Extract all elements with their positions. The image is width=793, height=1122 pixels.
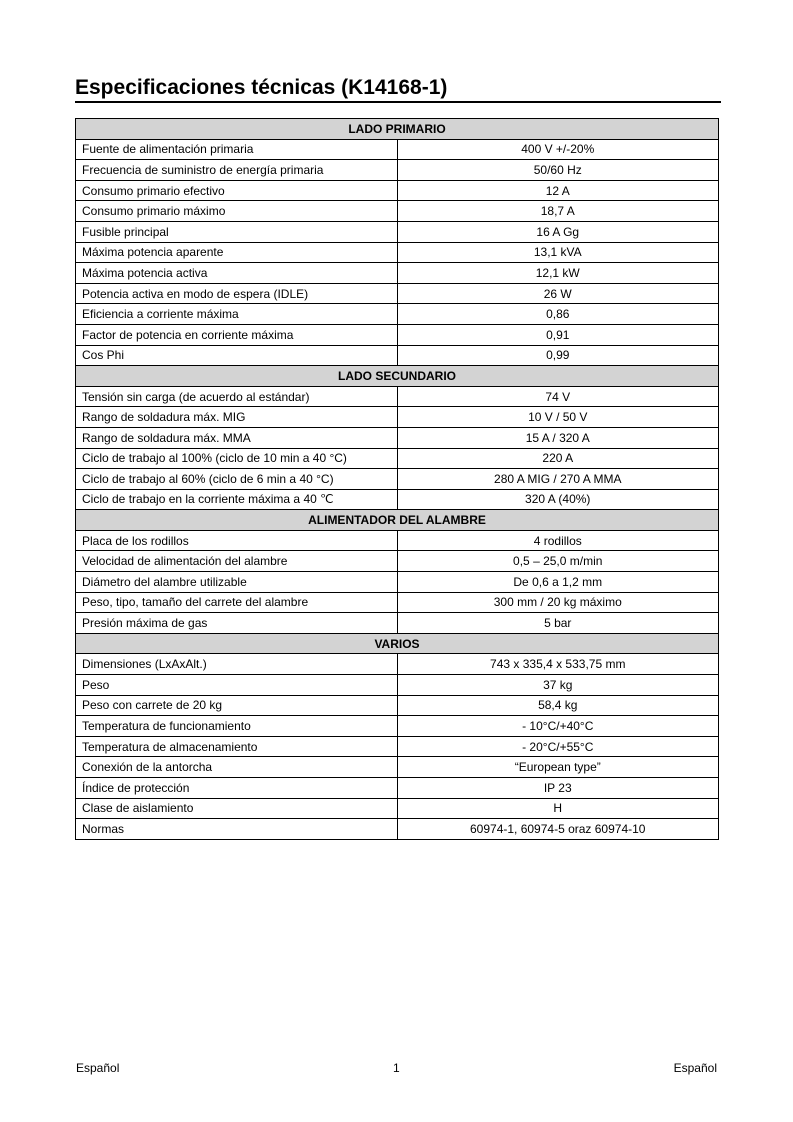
spec-label: Índice de protección	[76, 778, 398, 799]
spec-value: - 20°C/+55°C	[397, 736, 719, 757]
spec-value: 12 A	[397, 180, 719, 201]
spec-value: 50/60 Hz	[397, 160, 719, 181]
table-row	[76, 324, 719, 345]
spec-table-body	[76, 119, 719, 840]
spec-label: Máxima potencia activa	[76, 263, 398, 284]
spec-label: Fusible principal	[76, 221, 398, 242]
table-row	[76, 489, 719, 510]
spec-value: 300 mm / 20 kg máximo	[397, 592, 719, 613]
title-underline	[75, 101, 721, 103]
spec-label: Tensión sin carga (de acuerdo al estándar)	[76, 386, 398, 407]
spec-value: 16 A Gg	[397, 221, 719, 242]
spec-label: Peso con carrete de 20 kg	[76, 695, 398, 716]
table-row	[76, 819, 719, 840]
table-row	[76, 757, 719, 778]
spec-label: Potencia activa en modo de espera (IDLE)	[76, 283, 398, 304]
spec-value: 10 V / 50 V	[397, 407, 719, 428]
spec-label: Frecuencia de suministro de energía primaria	[76, 160, 398, 181]
section-header-row	[76, 633, 719, 654]
spec-label: Consumo primario máximo	[76, 201, 398, 222]
spec-value: 0,5 – 25,0 m/min	[397, 551, 719, 572]
spec-value: 400 V +/-20%	[397, 139, 719, 160]
spec-label: Normas	[76, 819, 398, 840]
table-row	[76, 427, 719, 448]
spec-label: Factor de potencia en corriente máxima	[76, 324, 398, 345]
table-row	[76, 448, 719, 469]
spec-label: Peso, tipo, tamaño del carrete del alambre	[76, 592, 398, 613]
table-row	[76, 654, 719, 675]
spec-value: 18,7 A	[397, 201, 719, 222]
table-row	[76, 695, 719, 716]
spec-label: Temperatura de almacenamiento	[76, 736, 398, 757]
spec-label: Máxima potencia aparente	[76, 242, 398, 263]
table-row	[76, 778, 719, 799]
table-row	[76, 675, 719, 696]
table-row	[76, 530, 719, 551]
spec-label: Temperatura de funcionamiento	[76, 716, 398, 737]
page-title: Especificaciones técnicas (K14168-1)	[75, 76, 448, 99]
spec-value: 0,86	[397, 304, 719, 325]
table-row	[76, 716, 719, 737]
spec-value: 280 A MIG / 270 A MMA	[397, 469, 719, 490]
table-row	[76, 551, 719, 572]
spec-label: Velocidad de alimentación del alambre	[76, 551, 398, 572]
spec-value: IP 23	[397, 778, 719, 799]
spec-label: Consumo primario efectivo	[76, 180, 398, 201]
spec-value: 58,4 kg	[397, 695, 719, 716]
spec-value: 4 rodillos	[397, 530, 719, 551]
table-row	[76, 160, 719, 181]
spec-value: 37 kg	[397, 675, 719, 696]
spec-value: 26 W	[397, 283, 719, 304]
table-row	[76, 139, 719, 160]
spec-value: 74 V	[397, 386, 719, 407]
spec-value: 5 bar	[397, 613, 719, 634]
table-row	[76, 242, 719, 263]
spec-value: De 0,6 a 1,2 mm	[397, 572, 719, 593]
footer-language-right: Español	[673, 1061, 717, 1075]
table-row	[76, 283, 719, 304]
footer-page-number: 1	[393, 1061, 400, 1075]
section-header-row	[76, 510, 719, 531]
footer-language-left: Español	[76, 1061, 120, 1075]
section-heading: VARIOS	[76, 633, 719, 654]
spec-value: 743 x 335,4 x 533,75 mm	[397, 654, 719, 675]
table-row	[76, 386, 719, 407]
table-row	[76, 798, 719, 819]
spec-label: Presión máxima de gas	[76, 613, 398, 634]
spec-label: Placa de los rodillos	[76, 530, 398, 551]
spec-value: 60974-1, 60974-5 oraz 60974-10	[397, 819, 719, 840]
section-heading: LADO PRIMARIO	[76, 119, 719, 140]
spec-label: Ciclo de trabajo al 60% (ciclo de 6 min a 40 °C)	[76, 469, 398, 490]
spec-table	[75, 118, 719, 840]
table-row	[76, 201, 719, 222]
table-row	[76, 736, 719, 757]
spec-label: Peso	[76, 675, 398, 696]
spec-label: Diámetro del alambre utilizable	[76, 572, 398, 593]
spec-label: Ciclo de trabajo en la corriente máxima a 40 ℃	[76, 489, 398, 510]
spec-value: 15 A / 320 A	[397, 427, 719, 448]
spec-value: 0,91	[397, 324, 719, 345]
spec-value: 13,1 kVA	[397, 242, 719, 263]
section-heading: ALIMENTADOR DEL ALAMBRE	[76, 510, 719, 531]
table-row	[76, 304, 719, 325]
table-row	[76, 345, 719, 366]
table-row	[76, 180, 719, 201]
table-row	[76, 221, 719, 242]
spec-value: 12,1 kW	[397, 263, 719, 284]
spec-label: Conexión de la antorcha	[76, 757, 398, 778]
spec-value: - 10°C/+40°C	[397, 716, 719, 737]
spec-label: Fuente de alimentación primaria	[76, 139, 398, 160]
spec-value: 320 A (40%)	[397, 489, 719, 510]
table-row	[76, 572, 719, 593]
table-row	[76, 613, 719, 634]
table-row	[76, 592, 719, 613]
spec-label: Cos Phi	[76, 345, 398, 366]
table-row	[76, 469, 719, 490]
spec-value: 220 A	[397, 448, 719, 469]
table-row	[76, 263, 719, 284]
spec-label: Ciclo de trabajo al 100% (ciclo de 10 min a 40 °C)	[76, 448, 398, 469]
spec-value: “European type”	[397, 757, 719, 778]
table-row	[76, 407, 719, 428]
spec-value: H	[397, 798, 719, 819]
spec-label: Rango de soldadura máx. MIG	[76, 407, 398, 428]
spec-value: 0,99	[397, 345, 719, 366]
spec-label: Eficiencia a corriente máxima	[76, 304, 398, 325]
spec-label: Dimensiones (LxAxAlt.)	[76, 654, 398, 675]
spec-label: Rango de soldadura máx. MMA	[76, 427, 398, 448]
spec-label: Clase de aislamiento	[76, 798, 398, 819]
section-heading: LADO SECUNDARIO	[76, 366, 719, 387]
section-header-row	[76, 119, 719, 140]
section-header-row	[76, 366, 719, 387]
